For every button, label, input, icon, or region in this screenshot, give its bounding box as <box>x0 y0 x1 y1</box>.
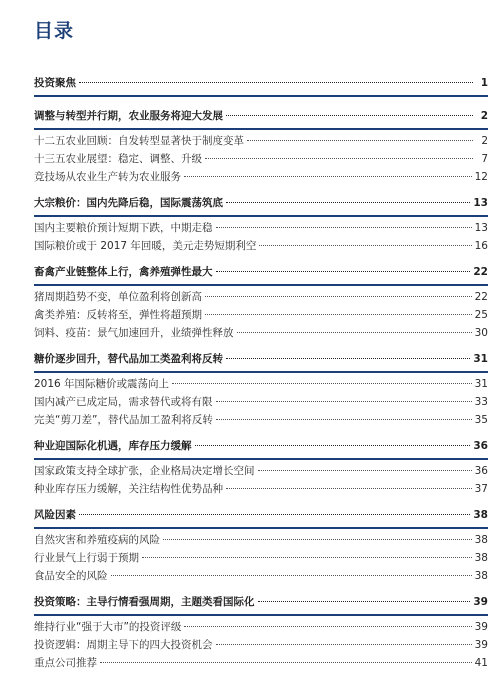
page-number: 31 <box>473 353 488 365</box>
page-number: 41 <box>474 657 488 669</box>
toc-section <box>34 438 488 499</box>
toc-entry[interactable] <box>34 169 488 187</box>
entry-title: 维持行业“强于大市”的投资评级 <box>34 621 182 633</box>
toc-entry[interactable] <box>34 568 488 586</box>
dot-leader <box>205 158 473 159</box>
entry-title: 猪周期趋势不变，单位盈利将创新高 <box>34 291 202 303</box>
page-number: 22 <box>474 291 488 303</box>
toc-entry[interactable] <box>34 238 488 256</box>
page-number: 2 <box>481 135 488 147</box>
dot-leader <box>184 626 471 627</box>
section-spacer <box>34 256 488 264</box>
toc-section-heading[interactable] <box>34 195 488 213</box>
toc-entry[interactable] <box>34 412 488 430</box>
toc-entry[interactable] <box>34 463 488 481</box>
toc-entry[interactable] <box>34 325 488 343</box>
page-number: 39 <box>474 621 488 633</box>
dot-leader <box>216 401 472 402</box>
page-number: 39 <box>473 596 488 608</box>
section-title: 种业迎国际化机遇，库存压力缓解 <box>34 440 192 452</box>
page-number: 7 <box>481 153 488 165</box>
toc-section <box>34 264 488 343</box>
entry-title: 国际粮价或于 2017 年回暖，美元走势短期利空 <box>34 240 257 252</box>
toc-section-heading[interactable] <box>34 594 488 612</box>
dot-leader <box>79 82 473 83</box>
toc-entry[interactable] <box>34 550 488 568</box>
toc-entry[interactable] <box>34 376 488 394</box>
page-number: 39 <box>474 639 488 651</box>
section-title: 畜禽产业链整体上行，禽养殖弹性最大 <box>34 266 213 278</box>
dot-leader <box>216 227 472 228</box>
table-of-contents <box>34 75 488 673</box>
entry-title: 行业景气上行弱于预期 <box>34 552 139 564</box>
toc-section <box>34 507 488 586</box>
section-divider <box>34 614 488 616</box>
dot-leader <box>226 202 470 203</box>
entry-title: 禽类养殖：反转将至，弹性将超预期 <box>34 309 202 321</box>
dot-leader <box>205 296 472 297</box>
dot-leader <box>237 332 472 333</box>
entry-title: 十二五农业回顾：自发转型显著快于制度变革 <box>34 135 244 147</box>
toc-section-heading[interactable] <box>34 507 488 525</box>
section-title: 糖价逐步回升，替代品加工类盈利将反转 <box>34 353 223 365</box>
toc-section-heading[interactable] <box>34 75 488 93</box>
dot-leader <box>163 539 472 540</box>
dot-leader <box>216 419 472 420</box>
section-spacer <box>34 430 488 438</box>
toc-entry[interactable] <box>34 133 488 151</box>
page-number: 36 <box>473 440 488 452</box>
toc-section <box>34 108 488 187</box>
toc-entry[interactable] <box>34 637 488 655</box>
page-number: 38 <box>474 534 488 546</box>
dot-leader <box>205 314 472 315</box>
page-number: 12 <box>474 171 488 183</box>
section-title: 投资聚焦 <box>34 77 76 89</box>
page-number: 38 <box>474 552 488 564</box>
page-number: 38 <box>473 509 488 521</box>
section-title: 投资策略：主导行情看强周期，主题类看国际化 <box>34 596 255 608</box>
section-spacer <box>34 586 488 594</box>
page-number: 30 <box>474 327 488 339</box>
entry-title: 食品安全的风险 <box>34 570 108 582</box>
page-number: 22 <box>473 266 488 278</box>
section-spacer <box>34 100 488 108</box>
entry-title: 投资逻辑：周期主导下的四大投资机会 <box>34 639 213 651</box>
section-divider <box>34 371 488 373</box>
section-title: 大宗粮价：国内先降后稳，国际震荡筑底 <box>34 197 223 209</box>
page-number: 16 <box>474 240 488 252</box>
toc-entry[interactable] <box>34 151 488 169</box>
toc-section <box>34 351 488 430</box>
dot-leader <box>184 176 472 177</box>
toc-entry[interactable] <box>34 394 488 412</box>
dot-leader <box>247 140 473 141</box>
section-divider <box>34 128 488 130</box>
dot-leader <box>226 488 472 489</box>
dot-leader <box>216 644 472 645</box>
dot-leader <box>259 245 471 246</box>
section-divider <box>34 284 488 286</box>
section-divider <box>34 527 488 529</box>
toc-section-heading[interactable] <box>34 438 488 456</box>
dot-leader <box>172 383 472 384</box>
dot-leader <box>258 470 472 471</box>
toc-entry[interactable] <box>34 289 488 307</box>
dot-leader <box>216 271 471 272</box>
toc-section-heading[interactable] <box>34 351 488 369</box>
entry-title: 国内主要粮价预计短期下跌，中期走稳 <box>34 222 213 234</box>
entry-title: 竞技场从农业生产转为农业服务 <box>34 171 181 183</box>
entry-title: 饲料、疫苗：景气加速回升，业绩弹性释放 <box>34 327 234 339</box>
entry-title: 十三五农业展望：稳定、调整、升级 <box>34 153 202 165</box>
toc-entry[interactable] <box>34 655 488 673</box>
page-number: 13 <box>474 222 488 234</box>
page-number: 25 <box>474 309 488 321</box>
page-title: 目录 <box>34 20 75 42</box>
toc-entry[interactable] <box>34 532 488 550</box>
page-number: 1 <box>480 77 488 89</box>
section-divider <box>34 458 488 460</box>
section-title: 调整与转型并行期，农业服务将迎大发展 <box>34 110 223 122</box>
toc-entry[interactable] <box>34 307 488 325</box>
entry-title: 自然灾害和养殖疫病的风险 <box>34 534 160 546</box>
section-divider <box>34 95 488 97</box>
toc-section-heading[interactable] <box>34 108 488 126</box>
page-number: 38 <box>474 570 488 582</box>
section-divider <box>34 215 488 217</box>
dot-leader <box>226 115 473 116</box>
entry-title: 2016 年国际糖价或震荡向上 <box>34 378 170 390</box>
entry-title: 种业库存压力缓解，关注结构性优势品种 <box>34 483 223 495</box>
page-number: 2 <box>480 110 488 122</box>
page-number: 33 <box>474 396 488 408</box>
section-title: 风险因素 <box>34 509 76 521</box>
entry-title: 国内减产已成定局，需求替代或将有限 <box>34 396 213 408</box>
page-number: 36 <box>474 465 488 477</box>
entry-title: 重点公司推荐 <box>34 657 97 669</box>
page-number: 13 <box>473 197 488 209</box>
dot-leader <box>195 445 471 446</box>
dot-leader <box>100 662 472 663</box>
dot-leader <box>258 601 471 602</box>
section-spacer <box>34 343 488 351</box>
section-spacer <box>34 187 488 195</box>
dot-leader <box>142 557 472 558</box>
toc-entry[interactable] <box>34 220 488 238</box>
toc-entry[interactable] <box>34 481 488 499</box>
toc-entry[interactable] <box>34 619 488 637</box>
page-number: 37 <box>474 483 488 495</box>
toc-section-heading[interactable] <box>34 264 488 282</box>
entry-title: 完美“剪刀差”，替代品加工盈利将反转 <box>34 414 213 426</box>
entry-title: 国家政策支持全球扩张，企业格局决定增长空间 <box>34 465 255 477</box>
section-spacer <box>34 499 488 507</box>
dot-leader <box>79 514 470 515</box>
page-number: 31 <box>474 378 488 390</box>
toc-section <box>34 195 488 256</box>
dot-leader <box>111 575 472 576</box>
dot-leader <box>226 358 470 359</box>
page-number: 35 <box>474 414 488 426</box>
toc-section <box>34 75 488 97</box>
toc-section <box>34 594 488 673</box>
